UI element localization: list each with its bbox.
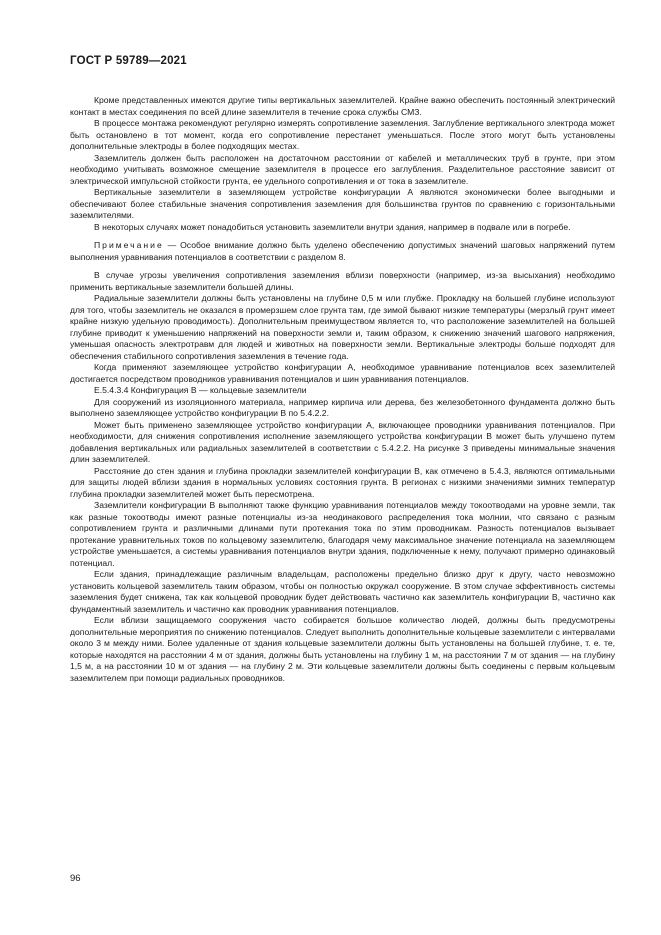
section-heading: Е.5.4.3.4 Конфигурация В — кольцевые заземлители bbox=[94, 385, 307, 395]
paragraph: Если здания, принадлежащие различным владельцам, расположены предельно близко друг к другу, часто невозможно установить кольцевой заземлитель таким образом, чтобы он полностью окружал сооружение. В этом случае эффективность системы заземления будет снижена, так как кольцевой проводник будет действовать частично как заземлитель конфигурации В, частично как фундаментный заземлитель и частично как проводник уравнивания потенциалов. bbox=[70, 569, 615, 614]
page-header-title: ГОСТ Р 59789—2021 bbox=[70, 55, 187, 67]
paragraph: Может быть применено заземляющее устройство конфигурации А, включающее проводники уравнивания потенциалов. При необходимости, для снижения сопротивления исполнение заземляющего устройства конфигурации В может быть улучшено путем добавления вертикальных или радиальных заземлителей в соответствии с 5.4.2.2. На рисунке 3 приведены минимальные значения длин заземлителей. bbox=[70, 419, 615, 464]
note-paragraph bbox=[70, 240, 615, 263]
paragraph: Если вблизи защищаемого сооружения часто собирается большое количество людей, должны быть предусмотрены дополнительные мероприятия по снижению потенциалов. Следует выполнить дополнительные кольцевые заземлители с интервалами около 3 м между ними. Более удаленные от здания кольцевые заземлители должны быть установлены на большей глубине, т. е. те, которые находятся на расстоянии 4 м от здания, должны быть установлены на глубину 1 м, на расстоянии 7 м от здания — на глубину 1,5 м, а на расстоянии 10 м от здания — на глубину 2 м. Эти кольцевые заземлители должны быть соединены с первым кольцевым заземлителем при помощи радиальных проводников. bbox=[70, 615, 615, 683]
paragraph: Радиальные заземлители должны быть установлены на глубине 0,5 м или глубже. Прокладку на большей глубине используют для того, чтобы заземлитель не оказался в промерзшем слое грунта там, где зимой бывают низкие температуры (мерзлый грунт имеет крайне низкую удельную проводимость). Дополнительным преимуществом является то, что расположение заземлителей на большей глубине приводит к уменьшению напряжений на поверхности земли и, таким образом, к снижению значений шагового напряжения, уменьшая опасность электротравм для людей и животных на поверхности земли. Вертикальные электроды больше подходят для обеспечения стабильного сопротивления заземления в течение года. bbox=[70, 293, 615, 361]
paragraph: В некоторых случаях может понадобиться установить заземлители внутри здания, например в подвале или в погребе. bbox=[94, 221, 571, 232]
note-label: Примечание bbox=[94, 240, 164, 250]
body-text bbox=[70, 95, 615, 684]
paragraph: Вертикальные заземлители в заземляющем устройстве конфигурации А являются экономически более выгодными и обеспечивают более стабильные значения сопротивления заземления для большинства грунтов по сравнению с горизонтальными заземлителями. bbox=[70, 187, 615, 220]
paragraph: Кроме представленных имеются другие типы вертикальных заземлителей. Крайне важно обеспечить постоянный электрический контакт в местах соединения по всей длине заземлителя в течение срока службы СМЗ. bbox=[70, 95, 615, 117]
paragraph: Расстояние до стен здания и глубина прокладки заземлителей конфигурации В, как отмечено в 5.4.3, являются оптимальными для защиты людей вблизи здания в нормальных условиях состояния грунта. В регионах с низкими значениями зимних температур глубина прокладки заземлителей может быть пересмотрена. bbox=[70, 465, 615, 499]
paragraph: В процессе монтажа рекомендуют регулярно измерять сопротивление заземления. Заглубление вертикального электрода может быть остановлено в тот момент, когда его сопротивление перестанет уменьшаться. После этого могут быть установлены дополнительные электроды в более подходящих местах. bbox=[70, 118, 615, 151]
paragraph: Заземлители конфигурации В выполняют также функцию уравнивания потенциалов между токоотводами на уровне земли, так как разные токоотводы имеют разные потенциалы из-за неодинакового распределения тока молнии, что связано с разным сопротивлением грунта и различными длинами пути протекания тока по этим проводникам. Разность потенциалов вызывает протекание уравнительных токов по кольцевому заземлителю, благодаря чему максимальное значение потенциала на заземляющем устройстве уменьшается, а системы уравнивания потенциалов внутри здания, подключенные к нему, получают примерно одинаковый потенциал. bbox=[70, 500, 615, 568]
note-text: — Особое внимание должно быть уделено обеспечению допустимых значений шаговых напряжений путем выполнения уравнивания потенциалов в соответствии с разделом 8. bbox=[70, 240, 615, 262]
paragraph: В случае угрозы увеличения сопротивления заземления вблизи поверхности (например, из-за высыхания) необходимо применить вертикальные заземлители большей длины. bbox=[70, 270, 615, 292]
paragraph: Когда применяют заземляющее устройство конфигурации А, необходимое уравнивание потенциалов всех заземлителей достигается посредством проводников уравнивания потенциалов и шин уравнивания потенциалов. bbox=[70, 362, 615, 384]
paragraph: Заземлитель должен быть расположен на достаточном расстоянии от кабелей и металлических труб в грунте, при этом необходимо учитывать возможное смещение заземлителя в процессе его заглубления. Разделительное расстояние зависит от электрической импульсной стойкости грунта, ее удельного сопротивления и от тока в заземлителе. bbox=[70, 152, 615, 186]
paragraph: Для сооружений из изоляционного материала, например кирпича или дерева, без железобетонного фундамента должно быть выполнено заземляющее устройство конфигурации В по 5.4.2.2. bbox=[70, 396, 615, 418]
page-number: 96 bbox=[70, 873, 81, 884]
